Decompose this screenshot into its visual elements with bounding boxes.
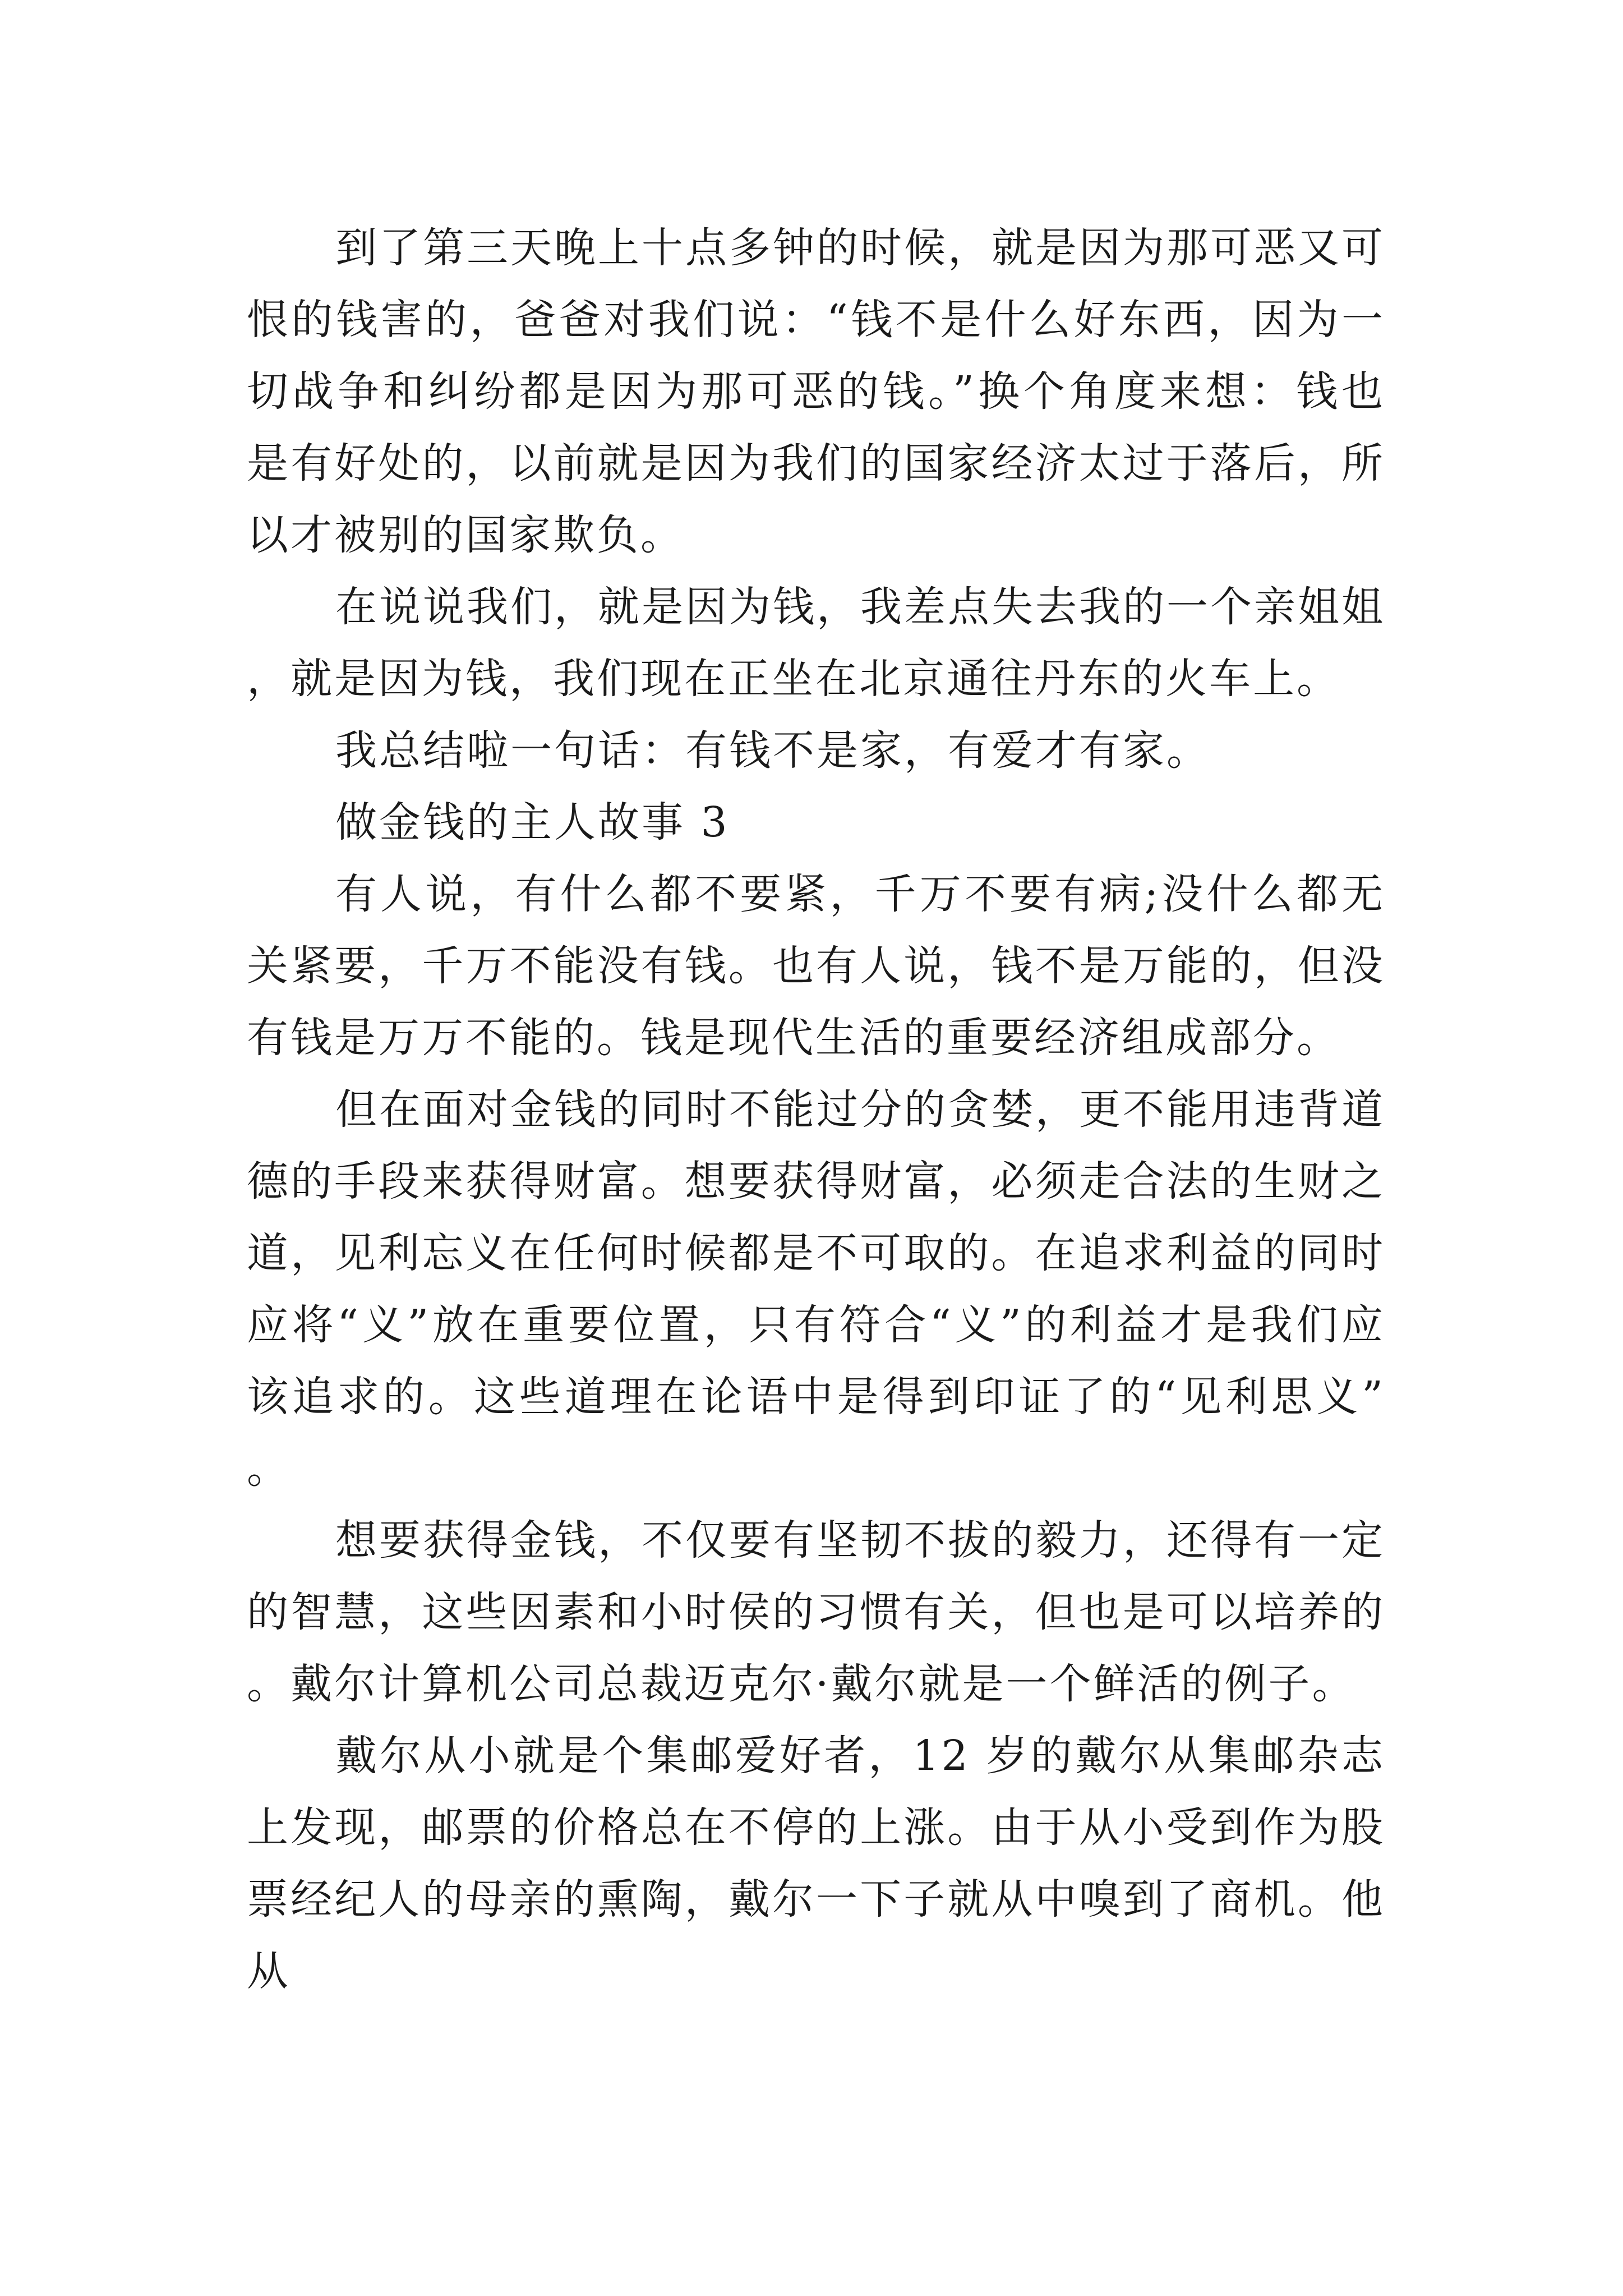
- paragraph: 我总结啦一句话：有钱不是家，有爱才有家。: [335, 726, 1210, 775]
- paragraph: 但在面对金钱的同时不能过分的贪婪，更不能用违背道德的手段来获得财富。想要获得财富，必须走合法的生财之道，见利忘义在任何时候都是不可取的。在追求利益的同时应将“义”放在重要位置，只有符合“义”的利益才是我们应该追求的。这些道理在论语中是得到印证了的“见利思义”。: [247, 1085, 1385, 1493]
- paragraph: 在说说我们，就是因为钱，我差点失去我的一个亲姐姐，就是因为钱，我们现在正坐在北京通往丹东的火车上。: [247, 583, 1385, 703]
- paragraph: 有人说，有什么都不要紧，千万不要有病;没什么都无关紧要，千万不能没有钱。也有人说，钱不是万能的，但没有钱是万万不能的。钱是现代生活的重要经济组成部分。: [247, 870, 1385, 1062]
- section-heading: 做金钱的主人故事 3: [335, 798, 730, 846]
- paragraph: 想要获得金钱，不仅要有坚韧不拔的毅力，还得有一定的智慧，这些因素和小时侯的习惯有关，但也是可以培养的。戴尔计算机公司总裁迈克尔·戴尔就是一个鲜活的例子。: [247, 1516, 1385, 1708]
- paragraph: 到了第三天晚上十点多钟的时候，就是因为那可恶又可恨的钱害的，爸爸对我们说：“钱不是什么好东西，因为一切战争和纠纷都是因为那可恶的钱。”换个角度来想：钱也是有好处的，以前就是因为我们的国家经济太过于落后，所以才被别的国家欺负。: [247, 224, 1385, 559]
- document-body: [247, 212, 1385, 2007]
- paragraph: 戴尔从小就是个集邮爱好者，12 岁的戴尔从集邮杂志上发现，邮票的价格总在不停的上涨。由于从小受到作为股票经纪人的母亲的熏陶，戴尔一下子就从中嗅到了商机。他从: [247, 1732, 1385, 1995]
